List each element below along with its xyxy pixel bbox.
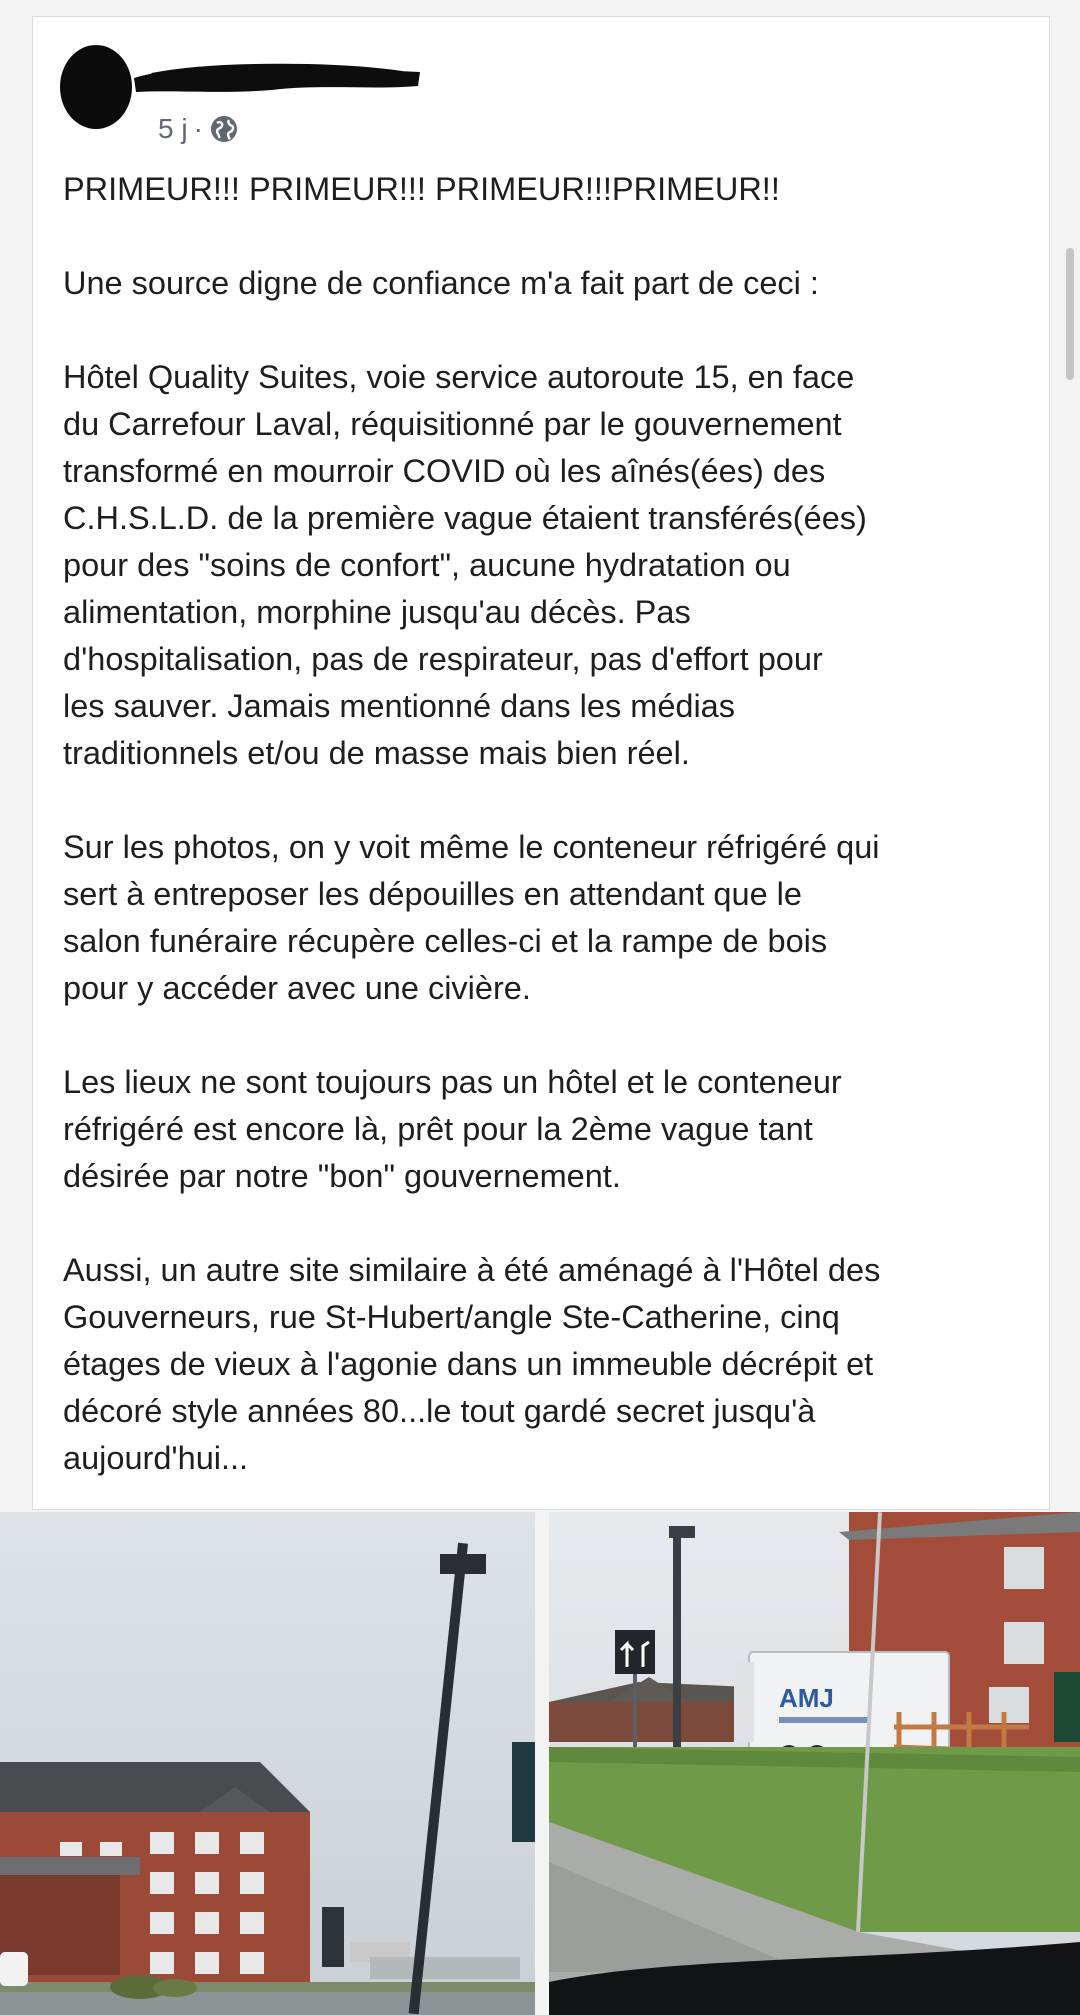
post-timestamp[interactable]: 5 j: [158, 113, 188, 144]
hotel-photo-image: [0, 1512, 535, 2015]
post-paragraph: Sur les photos, on y voit même le conteneur réfrigéré qui sert à entreposer les dépouilles en attendant que le salon funéraire récupère celles-ci et la rampe de bois pour y accéder avec une civière.: [63, 829, 880, 1006]
post-paragraph: Une source digne de confiance m'a fait part de ceci :: [63, 265, 819, 301]
post-meta: [158, 112, 239, 146]
globe-icon: [209, 114, 239, 144]
post-paragraph: Hôtel Quality Suites, voie service autoroute 15, en face du Carrefour Laval, réquisitionné par le gouvernement transformé en mourroir COVID où les aînés(ées) des C.H.S.L.D. de la première vague étaient transférés(ées) pour des "soins de confort", aucune hydratation ou alimentation, morphine jusqu'au décès. Pas d'hospitalisation, pas de respirateur, pas d'effort pour les sauver. Jamais mentionné dans les médias traditionnels et/ou de masse mais bien réel.: [63, 359, 867, 771]
post-paragraph: PRIMEUR!!! PRIMEUR!!! PRIMEUR!!!PRIMEUR!!: [63, 171, 780, 207]
photo-hotel[interactable]: [0, 1512, 535, 2015]
post-paragraph: Les lieux ne sont toujours pas un hôtel et le conteneur réfrigéré est encore là, prêt pour la 2ème vague tant désirée par notre "bon" gouvernement.: [63, 1064, 842, 1194]
trailer-logo: AMJ: [779, 1683, 834, 1713]
avatar[interactable]: [60, 45, 132, 129]
photo-trailer[interactable]: [549, 1512, 1080, 2015]
scrollbar-thumb[interactable]: [1066, 248, 1074, 380]
post-paragraph: Aussi, un autre site similaire à été aménagé à l'Hôtel des Gouverneurs, rue St-Hubert/angle Ste-Catherine, cinq étages de vieux à l'agonie dans un immeuble décrépit et décoré style années 80...le tout gardé secret jusqu'à aujourd'hui...: [63, 1252, 881, 1476]
author-name-redacted: [132, 60, 422, 100]
post-body: [63, 166, 1038, 1482]
meta-separator: ·: [193, 113, 203, 144]
trailer-photo-image: [549, 1512, 1080, 2015]
